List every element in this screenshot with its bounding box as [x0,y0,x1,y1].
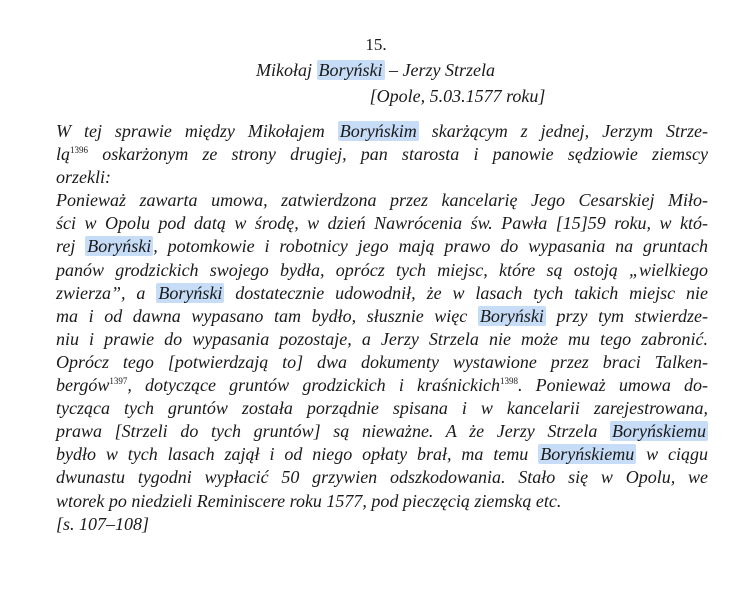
page-reference: [s. 107–108] [56,513,150,534]
text-line: dwunastu tygodni wypłacić 50 grzywien odszkodowania. Stało się w Opolu, we [56,467,708,488]
text-line [56,120,708,143]
text-line: wtorek po niedzieli Reminiscere roku 1577, pod pieczęcią ziemską etc. [56,490,562,511]
text-line [56,305,708,328]
text-line: Oprócz tego [potwierdzają to] dwa dokumenty wystawione przez braci Talken- [56,351,708,372]
footnote-ref: 1397 [109,376,128,387]
entry-title [0,58,739,82]
text-segment: W tej sprawie między Mikołajem [56,121,338,141]
text-segment: lą [56,144,71,165]
document-body [56,120,708,536]
text-segment: bergów [56,375,110,396]
text-line: orzekli: [56,167,111,188]
entry-number: 15. [365,35,387,54]
highlighted-name: Boryński [87,236,152,257]
text-segment: skarżącym z jednej, Jerzym Strze- [418,121,709,141]
text-segment: , potomkowie i robotnicy jego mają prawo do wypasania na gruntach [153,236,708,257]
text-line [56,420,708,443]
text-segment: ma i od dawna wypasano tam bydło, słusznie więc [56,305,478,326]
highlighted-name: Boryńskim [339,121,417,141]
text-line [56,143,708,166]
text-segment: zwierza”, a [56,282,157,303]
highlighted-name: Boryński [158,282,223,303]
footnote-ref: 1398 [499,376,518,387]
text-line [56,443,708,466]
highlighted-name: Boryńskiemu [612,421,706,442]
highlighted-name: Boryńskiemu [540,444,635,465]
text-segment: bydło w tych lasach zajął i od niego opłaty brał, ma temu [56,444,539,465]
text-line: panów grodzickich swojego bydła, oprócz tych miejsc, które są ostoją „wielkiego [56,259,708,280]
highlighted-name: Boryński [479,305,544,326]
text-line: Ponieważ zawarta umowa, zatwierdzona przez kancelarię Jego Cesarskiej Miło- [56,190,708,211]
text-line [56,235,708,258]
text-segment: przy tym stwierdze- [545,305,708,326]
footnote-ref: 1396 [70,145,89,156]
text-segment: , dotyczące gruntów grodzickich i kraśnickich [127,375,500,396]
text-line: niu i prawie do wypasania pozostaje, a Jerzy Strzela nie może mu tego zabronić. [56,328,708,349]
title-second-party: – Jerzy Strzela [384,60,495,80]
text-segment: w ciągu [636,444,708,465]
text-line [56,374,708,397]
text-segment: . Ponieważ umowa do- [517,375,708,396]
text-segment: oskarżonym ze strony drugiej, pan starosta i panowie sędziowie ziemscy [88,144,708,165]
text-line [56,282,708,305]
text-segment: dostatecznie udowodnił, że w lasach tych takich miejsc nie [224,282,708,303]
text-line: tycząca tych gruntów została porządnie spisana i w kancelarii zarejestrowana, [56,398,708,419]
entry-place-date: [Opole, 5.03.1577 roku] [369,86,546,106]
highlighted-name: Boryński [318,60,383,80]
text-segment: rej [56,236,86,257]
text-line: ści w Opolu pod datą w środę, w dzień Nawrócenia św. Pawła [15]59 roku, w któ- [56,213,708,234]
text-segment: prawa [Strzeli do tych gruntów] są nieważne. A że Jerzy Strzela [56,421,611,442]
title-first-name: Mikołaj [256,60,317,80]
